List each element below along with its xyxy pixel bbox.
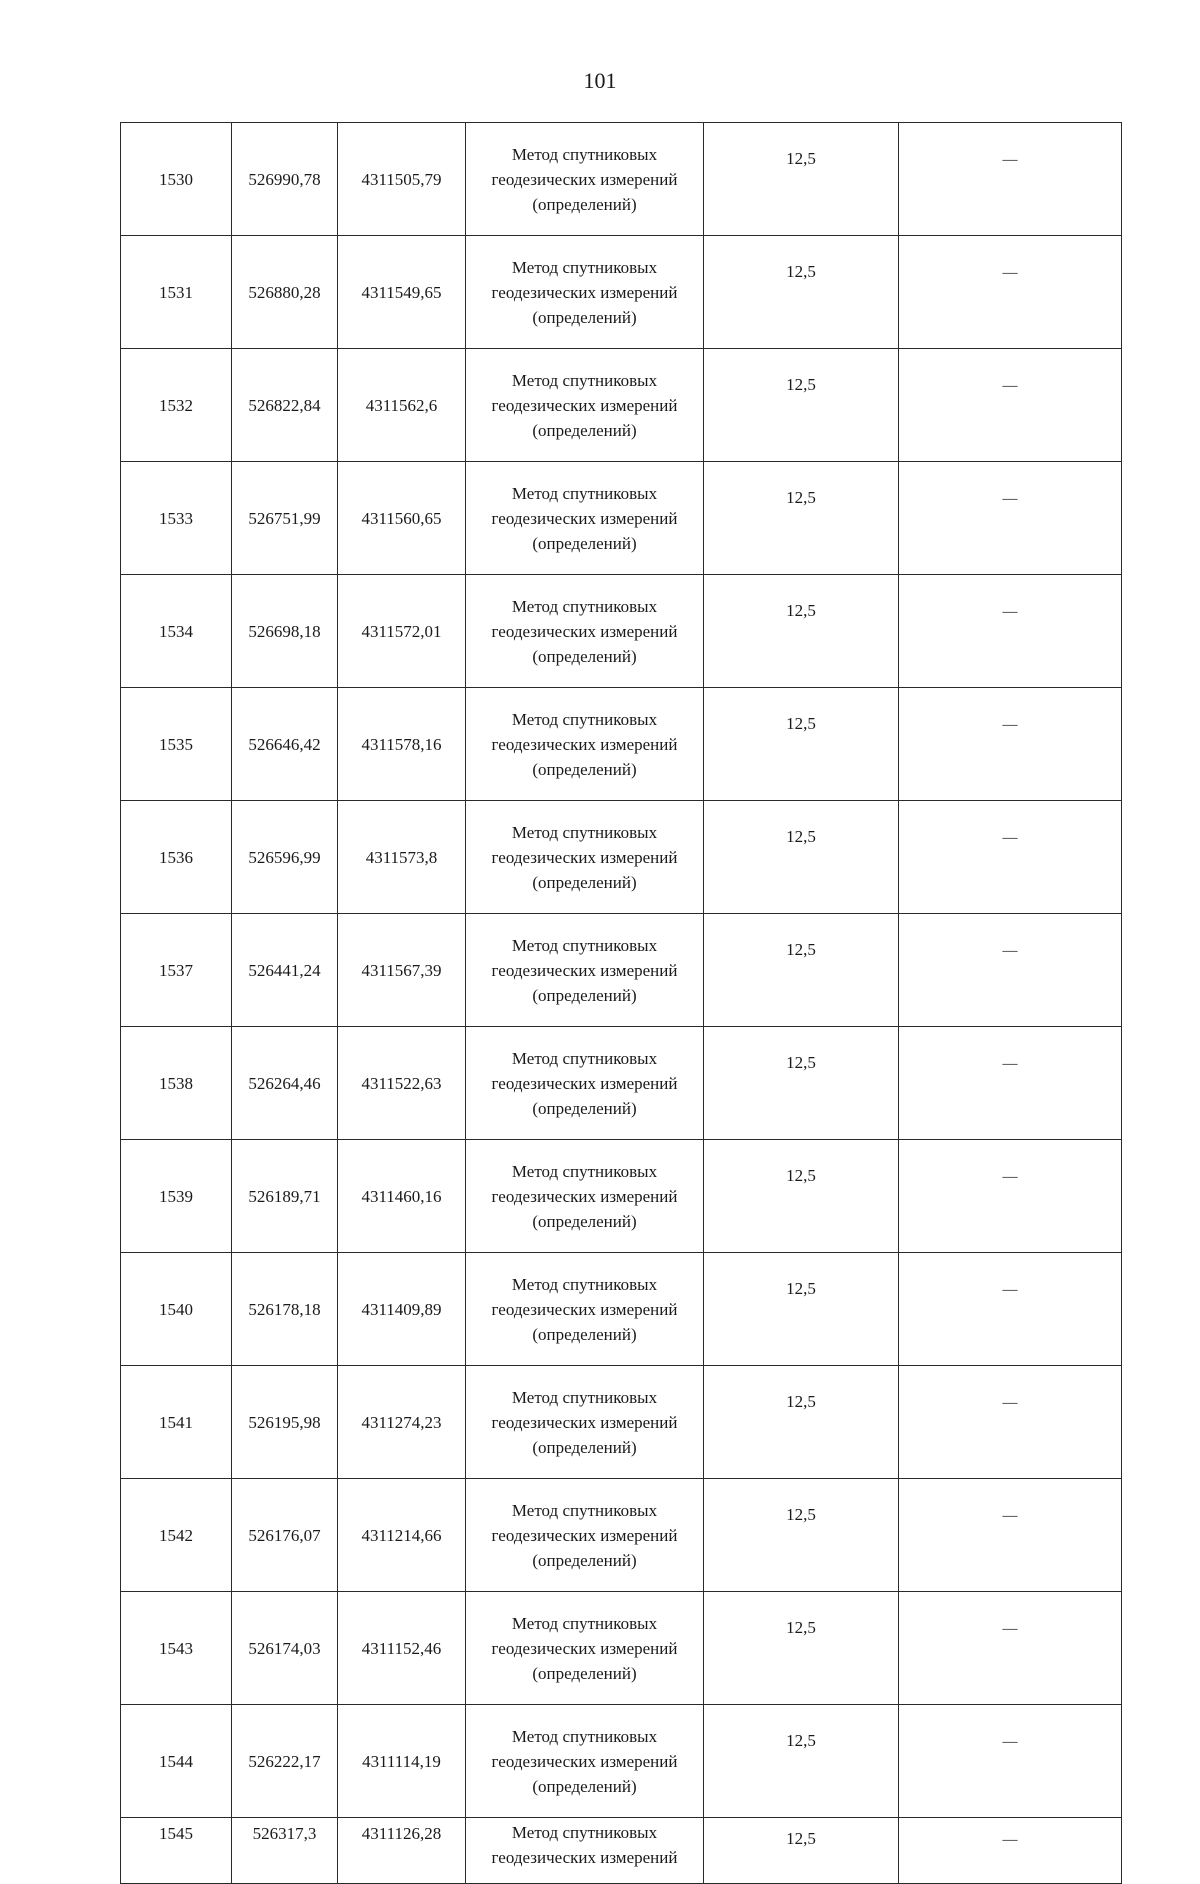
method-line: геодезических измерений (491, 508, 678, 528)
point-number-cell: 1544 (121, 1705, 232, 1818)
note-cell (899, 349, 1122, 462)
dash-mark: — (1002, 265, 1018, 281)
method-line: Метод спутниковых (511, 822, 658, 842)
method-cell (466, 123, 704, 236)
method-cell (466, 575, 704, 688)
point-number-cell: 1538 (121, 1027, 232, 1140)
note-cell (899, 575, 1122, 688)
point-number-cell: 1532 (121, 349, 232, 462)
y-coordinate-cell: 4311214,66 (338, 1479, 466, 1592)
accuracy-cell: 12,5 (704, 688, 899, 801)
table-row (121, 575, 1122, 688)
note-cell (899, 123, 1122, 236)
method-line: (определений) (532, 307, 637, 327)
coordinates-table (120, 122, 1122, 1884)
point-number-cell: 1534 (121, 575, 232, 688)
x-coordinate-cell: 526176,07 (232, 1479, 338, 1592)
method-line: Метод спутниковых (511, 144, 658, 164)
coordinates-table-body (121, 123, 1122, 1884)
method-line: геодезических измерений (491, 1525, 678, 1545)
method-cell (466, 462, 704, 575)
method-line: (определений) (532, 985, 637, 1005)
dash-mark: — (1002, 943, 1018, 959)
table-row (121, 1027, 1122, 1140)
method-line: Метод спутниковых (511, 483, 658, 503)
method-line: Метод спутниковых (511, 370, 658, 390)
table-row (121, 914, 1122, 1027)
y-coordinate-cell: 4311114,19 (338, 1705, 466, 1818)
point-number-cell: 1545 (121, 1818, 232, 1884)
method-line: (определений) (532, 1098, 637, 1118)
method-cell (466, 1592, 704, 1705)
method-line: (определений) (532, 1550, 637, 1570)
point-number-cell: 1533 (121, 462, 232, 575)
note-cell (899, 1027, 1122, 1140)
point-number-cell: 1541 (121, 1366, 232, 1479)
dash-mark: — (1002, 152, 1018, 168)
method-line: (определений) (532, 872, 637, 892)
x-coordinate-cell: 526822,84 (232, 349, 338, 462)
method-line: геодезических измерений (491, 282, 678, 302)
note-cell (899, 1818, 1122, 1884)
method-line: Метод спутниковых (511, 1823, 658, 1842)
x-coordinate-cell: 526174,03 (232, 1592, 338, 1705)
accuracy-cell: 12,5 (704, 575, 899, 688)
method-line: (определений) (532, 1663, 637, 1683)
dash-mark: — (1002, 1621, 1018, 1637)
dash-mark: — (1002, 1832, 1018, 1848)
y-coordinate-cell: 4311573,8 (338, 801, 466, 914)
method-cell (466, 1140, 704, 1253)
point-number-cell: 1536 (121, 801, 232, 914)
note-cell (899, 1479, 1122, 1592)
method-cell (466, 1479, 704, 1592)
table-row (121, 1479, 1122, 1592)
method-line: Метод спутниковых (511, 1048, 658, 1068)
y-coordinate-cell: 4311572,01 (338, 575, 466, 688)
accuracy-cell: 12,5 (704, 1253, 899, 1366)
x-coordinate-cell: 526189,71 (232, 1140, 338, 1253)
dash-mark: — (1002, 491, 1018, 507)
x-coordinate-cell: 526264,46 (232, 1027, 338, 1140)
x-coordinate-cell: 526178,18 (232, 1253, 338, 1366)
y-coordinate-cell: 4311562,6 (338, 349, 466, 462)
method-line: геодезических измерений (491, 1848, 678, 1867)
accuracy-cell: 12,5 (704, 236, 899, 349)
dash-mark: — (1002, 1056, 1018, 1072)
method-line: Метод спутниковых (511, 1726, 658, 1746)
accuracy-cell: 12,5 (704, 1479, 899, 1592)
method-line: геодезических измерений (491, 1751, 678, 1771)
note-cell (899, 1253, 1122, 1366)
note-cell (899, 1592, 1122, 1705)
note-cell (899, 1140, 1122, 1253)
method-line: Метод спутниковых (511, 596, 658, 616)
accuracy-cell: 12,5 (704, 1366, 899, 1479)
method-cell (466, 1818, 704, 1884)
note-cell (899, 914, 1122, 1027)
table-row (121, 1818, 1122, 1884)
method-cell (466, 914, 704, 1027)
table-row (121, 688, 1122, 801)
method-line: (определений) (532, 1211, 637, 1231)
dash-mark: — (1002, 604, 1018, 620)
dash-mark: — (1002, 1169, 1018, 1185)
method-line: Метод спутниковых (511, 709, 658, 729)
method-line: геодезических измерений (491, 960, 678, 980)
point-number-cell: 1539 (121, 1140, 232, 1253)
note-cell (899, 801, 1122, 914)
table-row (121, 801, 1122, 914)
method-cell (466, 236, 704, 349)
method-line: геодезических измерений (491, 1412, 678, 1432)
table-row (121, 349, 1122, 462)
note-cell (899, 236, 1122, 349)
method-line: (определений) (532, 1776, 637, 1796)
accuracy-cell: 12,5 (704, 1818, 899, 1884)
y-coordinate-cell: 4311578,16 (338, 688, 466, 801)
method-line: (определений) (532, 194, 637, 214)
method-line: Метод спутниковых (511, 935, 658, 955)
y-coordinate-cell: 4311505,79 (338, 123, 466, 236)
method-cell (466, 349, 704, 462)
method-line: Метод спутниковых (511, 1161, 658, 1181)
method-line: (определений) (532, 1437, 637, 1457)
method-line: геодезических измерений (491, 621, 678, 641)
note-cell (899, 462, 1122, 575)
y-coordinate-cell: 4311152,46 (338, 1592, 466, 1705)
method-line: геодезических измерений (491, 395, 678, 415)
method-line: (определений) (532, 759, 637, 779)
y-coordinate-cell: 4311567,39 (338, 914, 466, 1027)
table-row (121, 123, 1122, 236)
method-line: геодезических измерений (491, 1638, 678, 1658)
y-coordinate-cell: 4311274,23 (338, 1366, 466, 1479)
dash-mark: — (1002, 1395, 1018, 1411)
table-row (121, 1705, 1122, 1818)
dash-mark: — (1002, 717, 1018, 733)
point-number-cell: 1531 (121, 236, 232, 349)
y-coordinate-cell: 4311522,63 (338, 1027, 466, 1140)
accuracy-cell: 12,5 (704, 801, 899, 914)
dash-mark: — (1002, 1282, 1018, 1298)
method-cell (466, 1705, 704, 1818)
y-coordinate-cell: 4311460,16 (338, 1140, 466, 1253)
accuracy-cell: 12,5 (704, 1140, 899, 1253)
y-coordinate-cell: 4311409,89 (338, 1253, 466, 1366)
dash-mark: — (1002, 378, 1018, 394)
x-coordinate-cell: 526317,3 (232, 1818, 338, 1884)
method-line: геодезических измерений (491, 1186, 678, 1206)
accuracy-cell: 12,5 (704, 914, 899, 1027)
method-line: (определений) (532, 646, 637, 666)
method-line: Метод спутниковых (511, 1613, 658, 1633)
method-cell (466, 1027, 704, 1140)
dash-mark: — (1002, 1508, 1018, 1524)
point-number-cell: 1543 (121, 1592, 232, 1705)
point-number-cell: 1542 (121, 1479, 232, 1592)
accuracy-cell: 12,5 (704, 349, 899, 462)
y-coordinate-cell: 4311126,28 (338, 1818, 466, 1884)
x-coordinate-cell: 526222,17 (232, 1705, 338, 1818)
table-row (121, 1253, 1122, 1366)
method-line: Метод спутниковых (511, 1274, 658, 1294)
point-number-cell: 1535 (121, 688, 232, 801)
dash-mark: — (1002, 830, 1018, 846)
method-line: геодезических измерений (491, 847, 678, 867)
method-line: (определений) (532, 533, 637, 553)
method-line: геодезических измерений (491, 169, 678, 189)
note-cell (899, 1366, 1122, 1479)
method-line: (определений) (532, 1324, 637, 1344)
table-row (121, 1592, 1122, 1705)
method-cell (466, 688, 704, 801)
table-row (121, 1366, 1122, 1479)
method-cell (466, 801, 704, 914)
method-line: геодезических измерений (491, 1073, 678, 1093)
method-cell (466, 1366, 704, 1479)
method-line: (определений) (532, 420, 637, 440)
accuracy-cell: 12,5 (704, 123, 899, 236)
y-coordinate-cell: 4311549,65 (338, 236, 466, 349)
method-line: Метод спутниковых (511, 1387, 658, 1407)
accuracy-cell: 12,5 (704, 1705, 899, 1818)
dash-mark: — (1002, 1734, 1018, 1750)
method-line: Метод спутниковых (511, 1500, 658, 1520)
method-line: геодезических измерений (491, 1299, 678, 1319)
method-line: Метод спутниковых (511, 257, 658, 277)
x-coordinate-cell: 526880,28 (232, 236, 338, 349)
x-coordinate-cell: 526195,98 (232, 1366, 338, 1479)
y-coordinate-cell: 4311560,65 (338, 462, 466, 575)
page-number: 101 (583, 68, 617, 93)
x-coordinate-cell: 526441,24 (232, 914, 338, 1027)
x-coordinate-cell: 526698,18 (232, 575, 338, 688)
point-number-cell: 1537 (121, 914, 232, 1027)
x-coordinate-cell: 526646,42 (232, 688, 338, 801)
note-cell (899, 1705, 1122, 1818)
table-row (121, 462, 1122, 575)
accuracy-cell: 12,5 (704, 1592, 899, 1705)
accuracy-cell: 12,5 (704, 1027, 899, 1140)
x-coordinate-cell: 526751,99 (232, 462, 338, 575)
accuracy-cell: 12,5 (704, 462, 899, 575)
table-row (121, 1140, 1122, 1253)
x-coordinate-cell: 526596,99 (232, 801, 338, 914)
point-number-cell: 1540 (121, 1253, 232, 1366)
method-cell (466, 1253, 704, 1366)
note-cell (899, 688, 1122, 801)
point-number-cell: 1530 (121, 123, 232, 236)
method-line: геодезических измерений (491, 734, 678, 754)
table-row (121, 236, 1122, 349)
x-coordinate-cell: 526990,78 (232, 123, 338, 236)
